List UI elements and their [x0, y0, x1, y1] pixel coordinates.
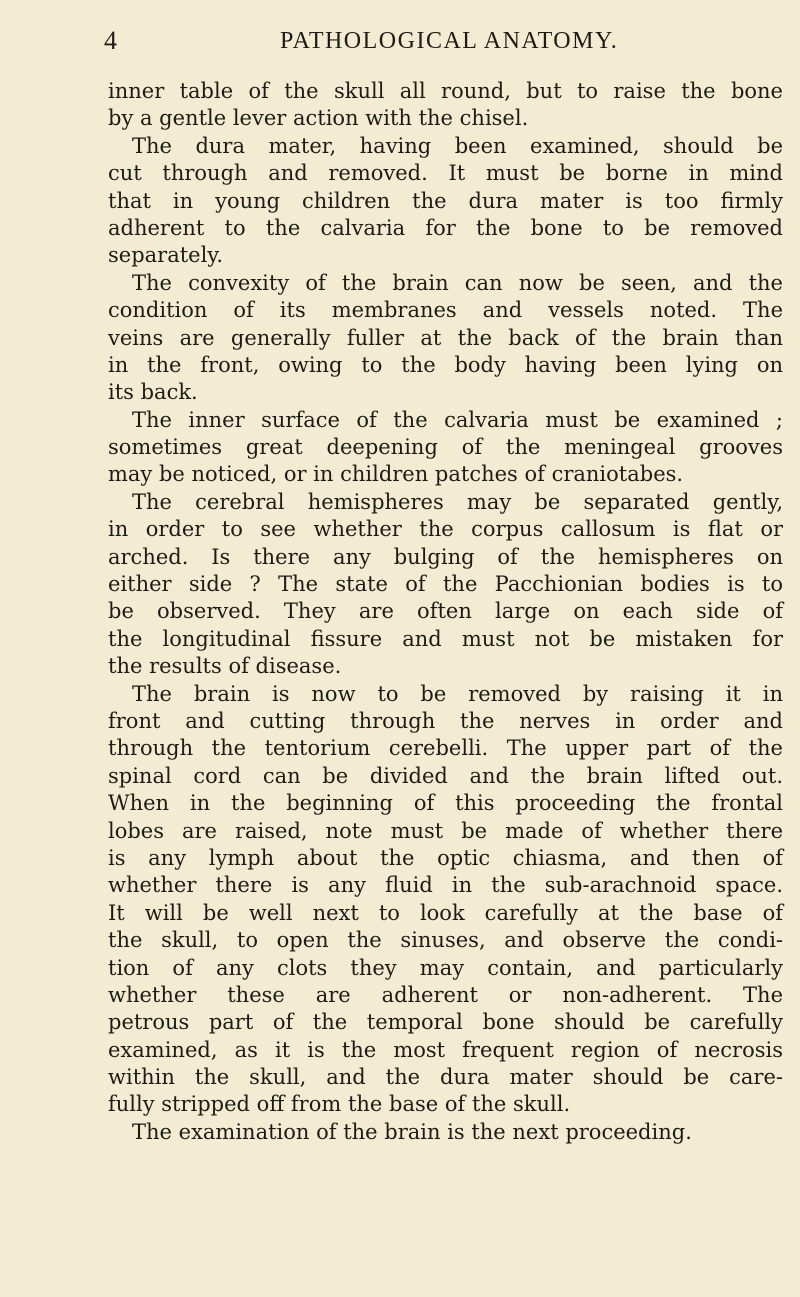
text-line: cut through and removed. It must be borne in mind — [108, 161, 783, 186]
text-line: that in young children the dura mater is too firmly — [108, 188, 783, 213]
body-text — [108, 78, 783, 1146]
text-line: inner table of the skull all round, but to raise the bone — [108, 79, 783, 103]
running-head: PATHOLOGICAL ANATOMY. — [280, 28, 619, 54]
text-line: petrous part of the temporal bone should be carefully — [108, 1010, 783, 1035]
text-line: The inner surface of the calvaria must be examined ; — [132, 407, 783, 432]
text-line: the longitudinal fissure and must not be mistaken for — [108, 626, 783, 651]
text-line: lobes are raised, note must be made of whether there — [108, 818, 783, 843]
text-line: either side ? The state of the Pacchionian bodies is to — [108, 572, 783, 597]
text-line: The examination of the brain is the next proceeding. — [132, 1119, 692, 1144]
text-line: arched. Is there any bulging of the hemispheres on — [108, 544, 783, 569]
text-line: separately. — [108, 243, 224, 268]
text-line: front and cutting through the nerves in order and — [108, 708, 783, 733]
text-line: condition of its membranes and vessels noted. The — [108, 298, 783, 323]
text-line: The cerebral hemispheres may be separated gently, — [132, 489, 783, 514]
text-line: the results of disease. — [108, 654, 342, 679]
text-line: examined, as it is the most frequent region of necrosis — [108, 1037, 783, 1062]
page-number: 4 — [104, 26, 117, 55]
text-line: It will be well next to look carefully at the base of — [108, 900, 783, 925]
text-line: The dura mater, having been examined, should be — [132, 133, 783, 158]
text-line: spinal cord can be divided and the brain lifted out. — [108, 763, 783, 788]
text-line: whether there is any fluid in the sub-arachnoid space. — [108, 873, 783, 898]
text-line: The convexity of the brain can now be seen, and the — [132, 270, 783, 295]
text-line: veins are generally fuller at the back of the brain than — [108, 325, 783, 350]
text-line: fully stripped off from the base of the skull. — [108, 1092, 571, 1117]
text-line: is any lymph about the optic chiasma, and then of — [108, 845, 783, 870]
text-line: within the skull, and the dura mater should be care- — [108, 1065, 783, 1090]
text-line: by a gentle lever action with the chisel. — [108, 106, 529, 131]
text-line: The brain is now to be removed by raising it in — [132, 681, 783, 706]
text-line: adherent to the calvaria for the bone to be removed — [108, 215, 783, 240]
text-line: the skull, to open the sinuses, and observe the condi- — [108, 928, 783, 953]
text-line: tion of any clots they may contain, and particularly — [108, 955, 783, 980]
text-line: When in the beginning of this proceeding the frontal — [108, 791, 783, 816]
text-line: sometimes great deepening of the meningeal grooves — [108, 435, 783, 460]
text-line: in the front, owing to the body having been lying on — [108, 352, 783, 377]
text-line: whether these are adherent or non-adherent. The — [108, 982, 783, 1007]
text-line: its back. — [108, 380, 198, 405]
text-line: be observed. They are often large on each side of — [108, 599, 783, 624]
text-line: in order to see whether the corpus callosum is flat or — [108, 517, 783, 542]
text-line: may be noticed, or in children patches of craniotabes. — [108, 462, 684, 487]
text-line: through the tentorium cerebelli. The upper part of the — [108, 736, 783, 761]
